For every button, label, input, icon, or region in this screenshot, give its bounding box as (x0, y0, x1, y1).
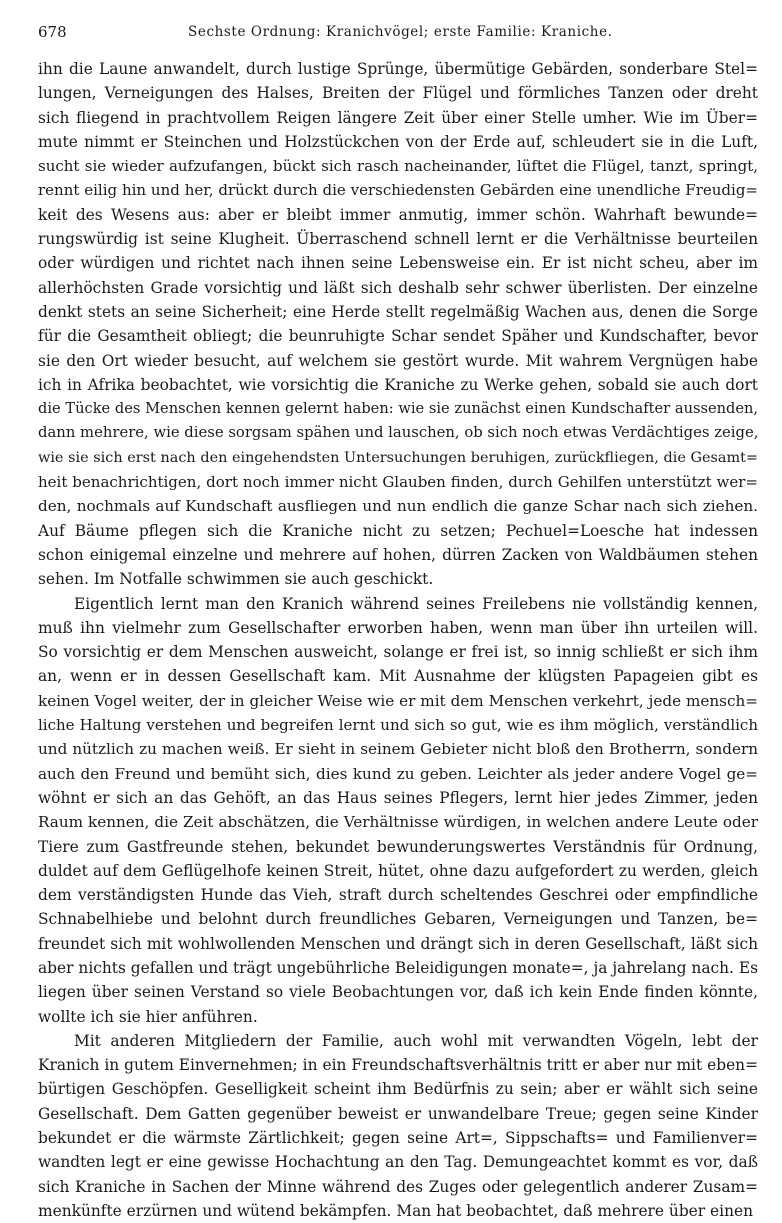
text-line: bürtigen Geschöpfen. Geselligkeit scheint ihm Bedürfnis zu sein; aber er wählt sich seine (38, 1080, 758, 1099)
text-line: heit benachrichtigen, dort noch immer nicht Glauben finden, durch Gehilfen unterstützt wer= (38, 473, 758, 492)
running-header (38, 20, 758, 44)
text-line: liche Haltung verstehen und begreifen lernt und sich so gut, wie es ihm möglich, verständlich (38, 716, 758, 735)
text-line: mute nimmt er Steinchen und Holzstückchen von der Erde auf, schleudert sie in die Luft, (38, 132, 758, 151)
text-line: denkt stets an seine Sicherheit; eine Herde stellt regelmäßig Wachen aus, denen die Sorge (38, 302, 758, 321)
text-line: aber nichts gefallen und trägt ungebührliche Beleidigungen monate=, ja jahrelang nach. Es (38, 958, 758, 977)
text-line: wollte ich sie hier anführen. (38, 1007, 258, 1026)
text-line: wie sie sich erst nach den eingehendsten Untersuchungen beruhigen, zurückfliegen, die Gesamt= (38, 449, 758, 466)
text-line: muß ihn vielmehr zum Gesellschafter erworben haben, wenn man über ihn urteilen will. (38, 618, 758, 637)
text-line: freundet sich mit wohlwollenden Menschen und drängt sich in deren Gesellschaft, läßt sich (38, 934, 758, 953)
text-line: ich in Afrika beobachtet, wie vorsichtig die Kraniche zu Werke gehen, sobald sie auch dort (38, 375, 758, 394)
text-line: Auf Bäume pflegen sich die Kraniche nicht zu setzen; Pechuel=Loesche hat indessen (38, 521, 758, 540)
text-line: an, wenn er in dessen Gesellschaft kam. Mit Ausnahme der klügsten Papageien gibt es (38, 667, 758, 686)
text-line: Kranich in gutem Einvernehmen; in ein Freundschaftsverhältnis tritt er aber nur mit eben= (38, 1056, 758, 1075)
text-line: Schnabelhiebe und belohnt durch freundliches Gebaren, Verneigungen und Tanzen, be= (38, 910, 758, 929)
page-number: 678 (38, 23, 67, 41)
text-line: bekundet er die wärmste Zärtlichkeit; gegen seine Art=, Sippschafts= und Familienver= (38, 1129, 758, 1148)
text-line: dem verständigsten Hunde das Vieh, straft durch scheltendes Geschrei oder empfindliche (38, 886, 758, 905)
text-line: den, nochmals auf Kundschaft ausfliegen und nun endlich die ganze Schar nach sich ziehen. (38, 497, 758, 516)
text-line: für die Gesamtheit obliegt; die beunruhigte Schar sendet Späher und Kundschafter, bevor (38, 327, 758, 346)
text-line: wöhnt er sich an das Gehöft, an das Haus seines Pflegers, lernt hier jedes Zimmer, jeden (38, 788, 758, 807)
text-line: dann mehrere, wie diese sorgsam spähen und lauschen, ob sich noch etwas Verdächtiges zeige, (38, 424, 758, 442)
text-line: lungen, Verneigungen des Halses, Breiten der Flügel und förmliches Tanzen oder dreht (38, 84, 758, 103)
text-line: keit des Wesens aus: aber er bleibt immer anmutig, immer schön. Wahrhaft bewunde= (38, 205, 758, 224)
text-line: oder würdigen und richtet nach ihnen seine Lebensweise ein. Er ist nicht scheu, aber im (38, 254, 758, 273)
body-text (38, 57, 758, 1223)
text-line: schon einigemal einzelne und mehrere auf hohen, dürren Zacken von Waldbäumen stehen (38, 545, 758, 564)
paragraph (38, 592, 758, 1029)
text-line: die Tücke des Menschen kennen gelernt haben: wie sie zunächst einen Kundschafter aussenden, (38, 400, 758, 418)
text-line: auch den Freund und bemüht sich, dies kund zu geben. Leichter als jeder andere Vogel ge= (38, 764, 758, 783)
text-line: Gesellschaft. Dem Gatten gegenüber beweist er unwandelbare Treue; gegen seine Kinder (38, 1104, 758, 1123)
text-line: ihn die Laune anwandelt, durch lustige Sprünge, übermütige Gebärden, sonderbare Stel= (38, 60, 758, 78)
text-line: menkünfte erzürnen und wütend bekämpfen. Man hat beobachtet, daß mehrere über einen (38, 1201, 754, 1220)
text-line: wandten legt er eine gewisse Hochachtung an den Tag. Demungeachtet kommt es vor, daß (38, 1153, 758, 1172)
paragraph (38, 57, 758, 592)
text-line: keinen Vogel weiter, der in gleicher Weise wie er mit dem Menschen verkehrt, jede mensch= (38, 691, 758, 710)
paragraph (38, 1029, 758, 1223)
running-title: Sechste Ordnung: Kranichvögel; erste Familie: Kraniche. (188, 24, 613, 40)
text-line: Tiere zum Gastfreunde stehen, bekundet bewunderungswertes Verständnis für Ordnung, (38, 837, 758, 856)
text-line: allerhöchsten Grade vorsichtig und läßt sich deshalb sehr schwer überlisten. Der einzelne (38, 278, 758, 297)
text-line: sich fliegend in prachtvollem Reigen längere Zeit über einer Stelle umher. Wie im Über= (38, 108, 758, 127)
text-line: rungswürdig ist seine Klugheit. Überraschend schnell lernt er die Verhältnisse beurteilen (38, 230, 758, 249)
text-line: So vorsichtig er dem Menschen ausweicht, solange er frei ist, so innig schließt er sich ihm (38, 643, 758, 662)
text-line: sehen. Im Notfalle schwimmen sie auch geschickt. (38, 570, 434, 589)
text-line: sich Kraniche in Sachen der Minne während des Zuges oder gelegentlich anderer Zusam= (38, 1177, 758, 1196)
text-line: und nützlich zu machen weiß. Er sieht in seinem Gebieter nicht bloß den Brotherrn, sondern (38, 740, 758, 759)
text-line: liegen über seinen Verstand so viele Beobachtungen vor, daß ich kein Ende finden könnte, (38, 983, 758, 1002)
text-line: rennt eilig hin und her, drückt durch die verschiedensten Gebärden eine unendliche Freudig= (38, 181, 758, 200)
text-line: Eigentlich lernt man den Kranich während seines Freilebens nie vollständig kennen, (74, 594, 758, 613)
text-line: Mit anderen Mitgliedern der Familie, auch wohl mit verwandten Vögeln, lebt der (74, 1031, 758, 1050)
text-line: duldet auf dem Geflügelhofe keinen Streit, hütet, ohne dazu aufgefordert zu werden, gleich (38, 861, 758, 880)
text-line: sie den Ort wieder besucht, auf welchem sie gestört wurde. Mit wahrem Vergnügen habe (38, 351, 758, 370)
text-line: Raum kennen, die Zeit abschätzen, die Verhältnisse würdigen, in welchen andere Leute oder (38, 813, 758, 832)
text-line: sucht sie wieder aufzufangen, bückt sich rasch nacheinander, lüftet die Flügel, tanzt, springt, (38, 157, 758, 176)
